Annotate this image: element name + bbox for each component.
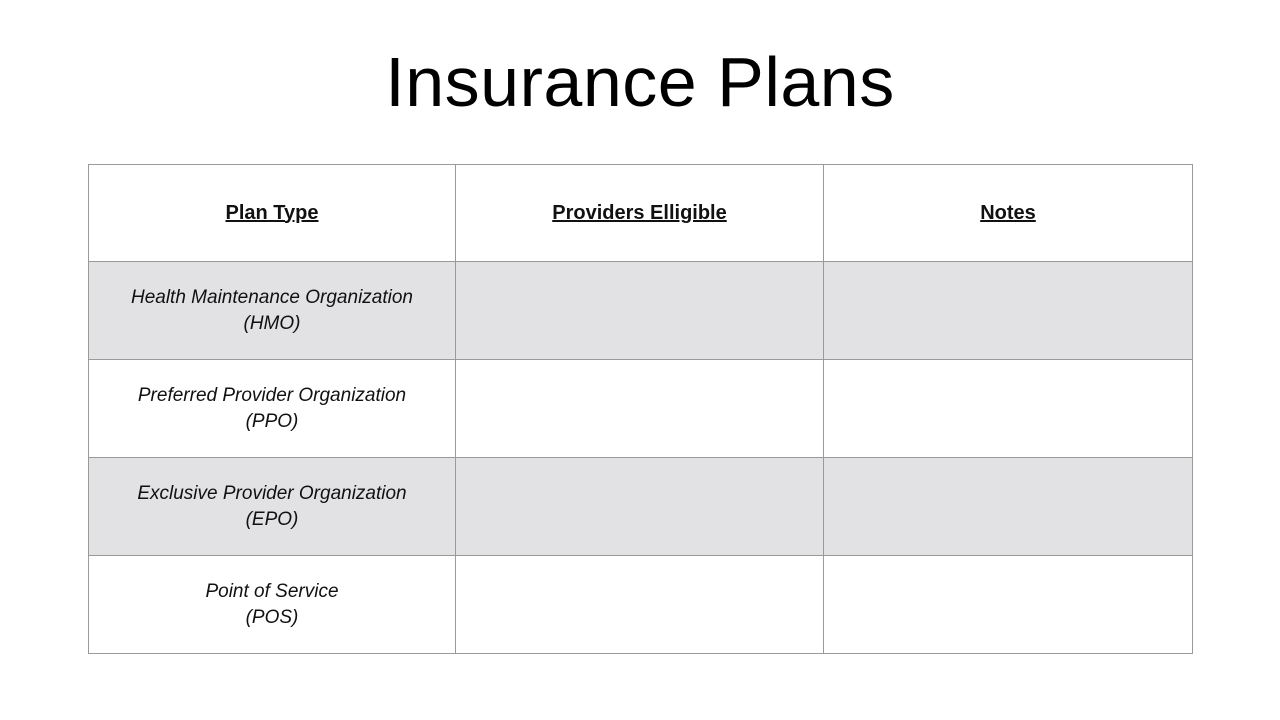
notes-cell (824, 360, 1193, 458)
header-notes: Notes (824, 165, 1193, 262)
plan-abbr: (POS) (245, 606, 299, 628)
header-providers-eligible: Providers Elligible (456, 165, 824, 262)
providers-cell (456, 556, 824, 654)
plan-type-cell (89, 556, 456, 654)
header-plan-type: Plan Type (89, 165, 456, 262)
plan-name: Exclusive Provider Organization (137, 482, 407, 504)
plan-abbr: (HMO) (243, 312, 301, 334)
plan-name: Health Maintenance Organization (130, 286, 413, 308)
notes-cell (824, 556, 1193, 654)
plan-abbr: (PPO) (245, 410, 299, 432)
notes-cell (824, 458, 1193, 556)
plan-name: Preferred Provider Organization (137, 384, 407, 406)
plan-abbr: (EPO) (245, 508, 299, 530)
table-row (89, 262, 1193, 360)
providers-cell (456, 262, 824, 360)
insurance-plans-table (88, 164, 1193, 654)
plan-name: Point of Service (205, 580, 339, 602)
table-row (89, 360, 1193, 458)
notes-cell (824, 262, 1193, 360)
plan-type-cell (89, 262, 456, 360)
plan-type-cell (89, 458, 456, 556)
providers-cell (456, 360, 824, 458)
providers-cell (456, 458, 824, 556)
table-row (89, 458, 1193, 556)
slide-title: Insurance Plans (385, 43, 895, 121)
table-header-row (89, 165, 1193, 262)
plan-type-cell (89, 360, 456, 458)
table-row (89, 556, 1193, 654)
